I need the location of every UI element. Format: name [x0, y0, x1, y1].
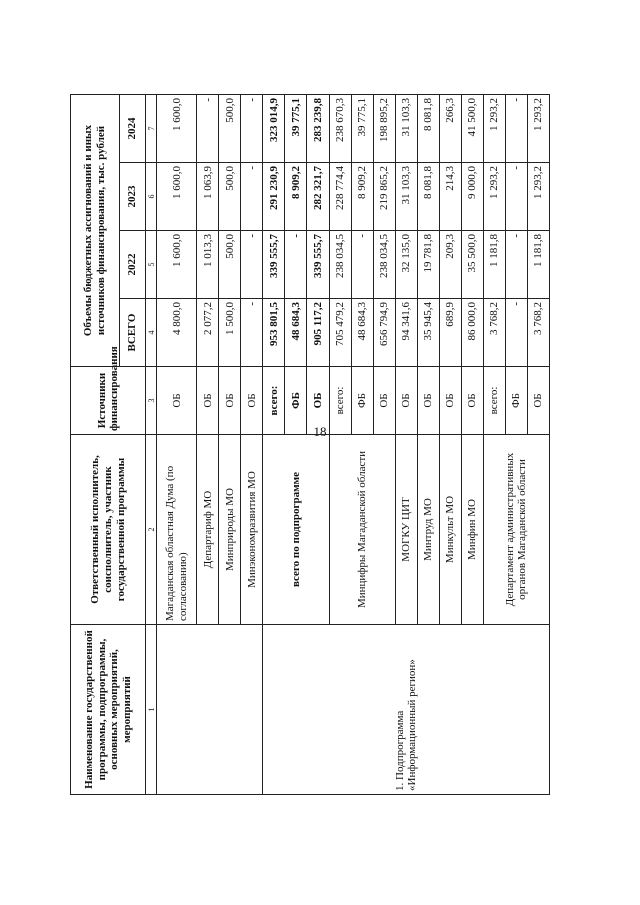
executor-cell: Минкульт МО [439, 435, 461, 625]
value-cell: 500,0 [219, 163, 241, 231]
source-cell: всего: [329, 367, 351, 435]
source-cell: ФБ [285, 367, 307, 435]
value-cell: 3 768,2 [527, 299, 549, 367]
value-cell: 238 670,3 [329, 94, 351, 162]
source-cell: всего: [483, 367, 505, 435]
value-cell: 1 600,0 [157, 231, 197, 299]
value-cell: 283 239,8 [307, 94, 329, 162]
header-executor: Ответственный исполнитель, соисполнитель, участник государственной программы [71, 435, 146, 625]
index-cell: 5 [146, 231, 157, 299]
value-cell: 905 117,2 [307, 299, 329, 367]
source-cell: ОБ [157, 367, 197, 435]
value-cell: 41 500,0 [461, 94, 483, 162]
value-cell: 266,3 [439, 94, 461, 162]
header-volumes: Объемы бюджетных ассигнований и иных источников финансирования, тыс. рублей [71, 94, 120, 366]
source-cell: ОБ [417, 367, 439, 435]
header-source: Источники финансирования [71, 367, 146, 435]
executor-cell: Минфин МО [461, 435, 483, 625]
header-2024: 2024 [119, 94, 146, 162]
value-cell: 339 555,7 [263, 231, 285, 299]
value-cell: - [285, 231, 307, 299]
value-cell: 214,3 [439, 163, 461, 231]
executor-cell: Департамент административных органов Магаданской области [483, 435, 549, 625]
index-cell: 2 [146, 435, 157, 625]
executor-cell: Минприроды МО [219, 435, 241, 625]
budget-table-rotated [70, 95, 550, 795]
value-cell: 228 774,4 [329, 163, 351, 231]
header-total: ВСЕГО [119, 299, 146, 367]
value-cell: 19 781,8 [417, 231, 439, 299]
value-cell: 4 800,0 [157, 299, 197, 367]
source-cell: ОБ [373, 367, 395, 435]
blank-name-cell [157, 625, 263, 795]
value-cell: 1 500,0 [219, 299, 241, 367]
value-cell: 1 293,2 [483, 94, 505, 162]
value-cell: 689,9 [439, 299, 461, 367]
index-cell: 3 [146, 367, 157, 435]
value-cell: 282 321,7 [307, 163, 329, 231]
source-cell: ОБ [461, 367, 483, 435]
value-cell: 1 181,8 [527, 231, 549, 299]
value-cell: 323 014,9 [263, 94, 285, 162]
executor-cell: Департариф МО [197, 435, 219, 625]
value-cell: 8 909,2 [285, 163, 307, 231]
value-cell: 198 895,2 [373, 94, 395, 162]
header-2022: 2022 [119, 231, 146, 299]
budget-table [70, 94, 550, 795]
value-cell: 8 909,2 [351, 163, 373, 231]
value-cell: 48 684,3 [351, 299, 373, 367]
source-cell: ОБ [219, 367, 241, 435]
value-cell: 238 034,5 [373, 231, 395, 299]
value-cell: 238 034,5 [329, 231, 351, 299]
value-cell: 35 500,0 [461, 231, 483, 299]
value-cell: 705 479,2 [329, 299, 351, 367]
value-cell: 500,0 [219, 94, 241, 162]
value-cell: - [197, 94, 219, 162]
table-row [157, 94, 197, 794]
value-cell: 9 000,0 [461, 163, 483, 231]
value-cell: 209,3 [439, 231, 461, 299]
value-cell: 8 081,8 [417, 163, 439, 231]
value-cell: 31 103,3 [395, 94, 417, 162]
index-cell: 1 [146, 625, 157, 795]
value-cell: 86 000,0 [461, 299, 483, 367]
value-cell: - [505, 163, 527, 231]
index-cell: 7 [146, 94, 157, 162]
value-cell: 1 181,8 [483, 231, 505, 299]
executor-cell: МОГКУ ЦИТ [395, 435, 417, 625]
index-cell: 4 [146, 299, 157, 367]
index-cell: 6 [146, 163, 157, 231]
value-cell: 2 077,2 [197, 299, 219, 367]
executor-cell: Минтруд МО [417, 435, 439, 625]
value-cell: - [505, 299, 527, 367]
value-cell: 48 684,3 [285, 299, 307, 367]
value-cell: - [505, 231, 527, 299]
value-cell: 953 801,5 [263, 299, 285, 367]
value-cell: 94 341,6 [395, 299, 417, 367]
header-2023: 2023 [119, 163, 146, 231]
source-cell: ОБ [395, 367, 417, 435]
subprogram-name: 1. Подпрограмма «Информационный регион» [263, 625, 550, 795]
value-cell: 1 600,0 [157, 163, 197, 231]
header-name: Наименование государственной программы, подпрограммы, основных мероприятий, мероприятий [71, 625, 146, 795]
value-cell: - [351, 231, 373, 299]
value-cell: - [505, 94, 527, 162]
executor-cell: Минцифры Магаданской области [329, 435, 395, 625]
value-cell: 3 768,2 [483, 299, 505, 367]
executor-cell: Магаданская областная Дума (по согласованию) [157, 435, 197, 625]
value-cell: 8 081,8 [417, 94, 439, 162]
value-cell: - [241, 94, 263, 162]
value-cell: 1 063,9 [197, 163, 219, 231]
value-cell: 1 293,2 [483, 163, 505, 231]
page-number: 18 [313, 424, 327, 439]
value-cell: 35 945,4 [417, 299, 439, 367]
column-index-row [146, 94, 157, 794]
value-cell: - [241, 163, 263, 231]
value-cell: 500,0 [219, 231, 241, 299]
value-cell: 291 230,9 [263, 163, 285, 231]
value-cell: 219 865,2 [373, 163, 395, 231]
executor-cell: Минэкономразвития МО [241, 435, 263, 625]
value-cell: - [241, 299, 263, 367]
source-cell: ОБ [527, 367, 549, 435]
executor-cell: всего по подпрограмме [263, 435, 329, 625]
source-cell: ОБ [307, 367, 329, 435]
value-cell: 656 794,9 [373, 299, 395, 367]
source-cell: ОБ [241, 367, 263, 435]
source-cell: всего: [263, 367, 285, 435]
value-cell: 1 013,3 [197, 231, 219, 299]
value-cell: - [241, 231, 263, 299]
value-cell: 32 135,0 [395, 231, 417, 299]
source-cell: ОБ [439, 367, 461, 435]
table-row [263, 94, 285, 794]
value-cell: 39 775,1 [351, 94, 373, 162]
value-cell: 1 600,0 [157, 94, 197, 162]
value-cell: 339 555,7 [307, 231, 329, 299]
value-cell: 31 103,3 [395, 163, 417, 231]
value-cell: 1 293,2 [527, 94, 549, 162]
value-cell: 39 775,1 [285, 94, 307, 162]
source-cell: ОБ [197, 367, 219, 435]
value-cell: 1 293,2 [527, 163, 549, 231]
source-cell: ФБ [351, 367, 373, 435]
source-cell: ФБ [505, 367, 527, 435]
